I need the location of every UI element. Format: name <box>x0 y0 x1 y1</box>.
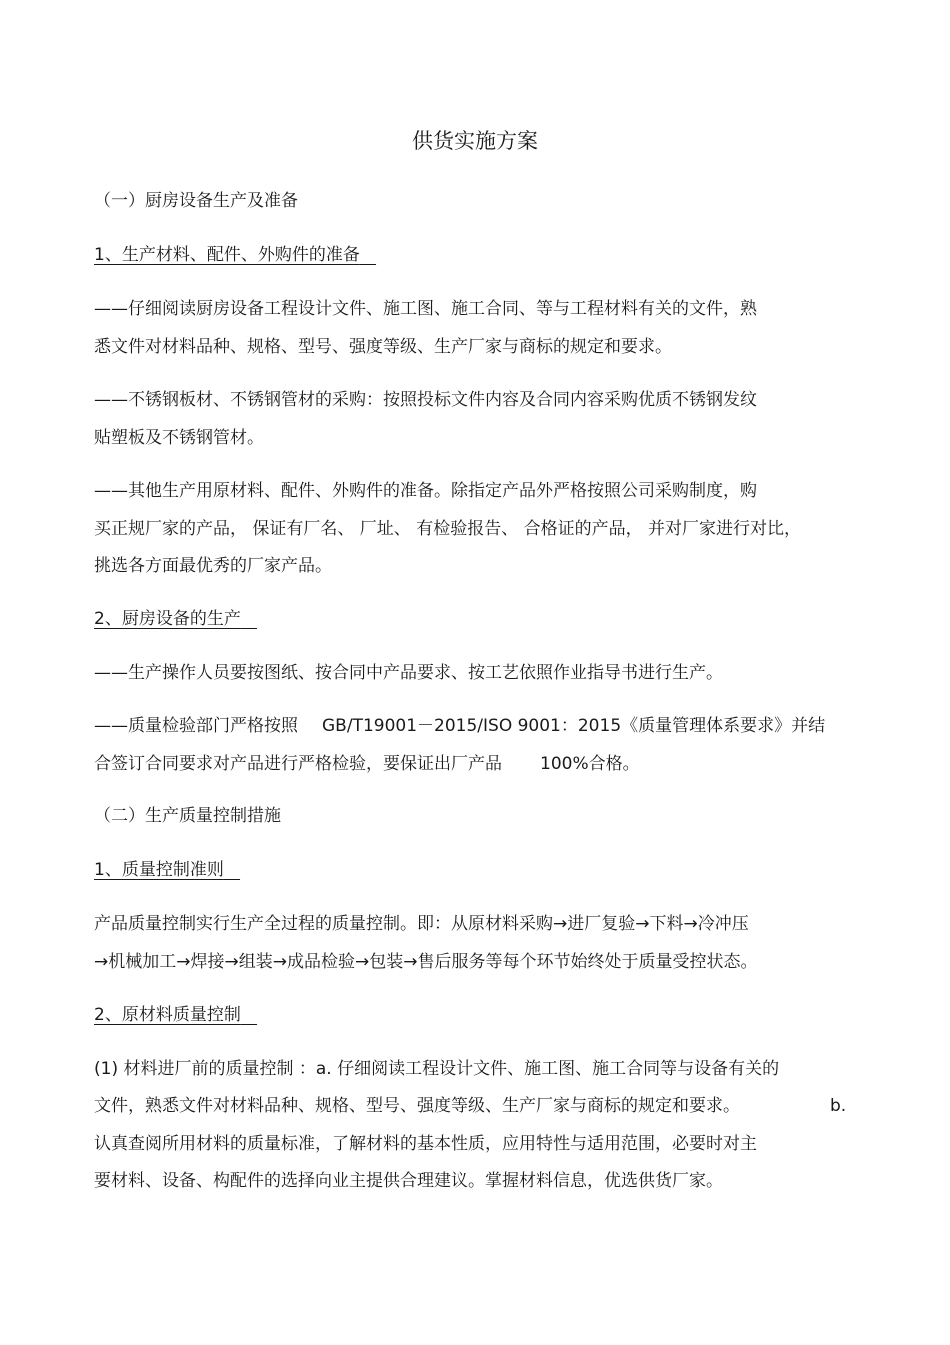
paragraph-line: 认真查阅所用材料的质量标准，了解材料的基本性质，应用特性与适用范围，必要时对主 <box>94 1134 757 1154</box>
subheading-quality-principles <box>94 857 854 883</box>
list-marker-b: b. <box>830 1096 847 1116</box>
paragraph-line: →机械加工→焊接→组装→成品检验→包装→售后服务等每个环节始终处于质量受控状态。 <box>94 952 758 972</box>
paragraph-line: 买正规厂家的产品， 保证有厂名、 厂址、 有检验报告、 合格证的产品， 并对厂家进行对比， <box>94 519 802 539</box>
subheading-raw-material-quality <box>94 1002 854 1028</box>
section-heading-1: （一）厨房设备生产及准备 <box>94 191 298 211</box>
subheading-kitchen-production <box>94 606 854 632</box>
paragraph-fragment: GB/T19001－2015/ISO 9001：2015《质量管理体系要求》并结 <box>322 716 826 736</box>
paragraph-line: 要材料、设备、构配件的选择向业主提供合理建议。掌握材料信息，优选供货厂家。 <box>94 1171 723 1191</box>
paragraph-line: ——生产操作人员要按图纸、按合同中产品要求、按工艺依照作业指导书进行生产。 <box>94 663 723 683</box>
subheading-raw-material-quality-text: 2、原材料质量控制 <box>94 1005 241 1025</box>
paragraph-line: 挑选各方面最优秀的厂家产品。 <box>94 556 332 576</box>
subheading-quality-principles-text: 1、质量控制准则 <box>94 860 224 880</box>
paragraph-line: 产品质量控制实行生产全过程的质量控制。即：从原材料采购→进厂复验→下料→冷冲压 <box>94 914 749 934</box>
paragraph-line: 文件，熟悉文件对材料品种、规格、型号、强度等级、生产厂家与商标的规定和要求。 <box>94 1096 740 1116</box>
paragraph-line <box>94 751 854 777</box>
paragraph-line: ——不锈钢板材、不锈钢管材的采购：按照投标文件内容及合同内容采购优质不锈钢发纹 <box>94 390 757 410</box>
paragraph-fragment: 合签订合同要求对产品进行严格检验，要保证出厂产品 <box>94 754 502 774</box>
paragraph-line: ——仔细阅读厨房设备工程设计文件、施工图、施工合同、等与工程材料有关的文件，熟 <box>94 299 757 319</box>
paragraph-line: 悉文件对材料品种、规格、型号、强度等级、生产厂家与商标的规定和要求。 <box>94 337 672 357</box>
paragraph-line <box>94 713 854 739</box>
paragraph-line: 贴塑板及不锈钢管材。 <box>94 428 264 448</box>
subheading-materials-prep <box>94 242 854 268</box>
paragraph-line: ——其他生产用原材料、配件、外购件的准备。除指定产品外严格按照公司采购制度，购 <box>94 481 757 501</box>
document-title: 供货实施方案 <box>412 129 538 153</box>
subheading-kitchen-production-text: 2、厨房设备的生产 <box>94 609 241 629</box>
subheading-materials-prep-text: 1、生产材料、配件、外购件的准备 <box>94 245 360 265</box>
paragraph-line: (1) 材料进厂前的质量控制 ：a. 仔细阅读工程设计文件、施工图、施工合同等与设备有关的 <box>94 1059 780 1079</box>
paragraph-fragment: ——质量检验部门严格按照 <box>94 716 298 736</box>
section-heading-2: （二）生产质量控制措施 <box>94 806 281 826</box>
paragraph-fragment: 100%合格。 <box>540 754 640 774</box>
